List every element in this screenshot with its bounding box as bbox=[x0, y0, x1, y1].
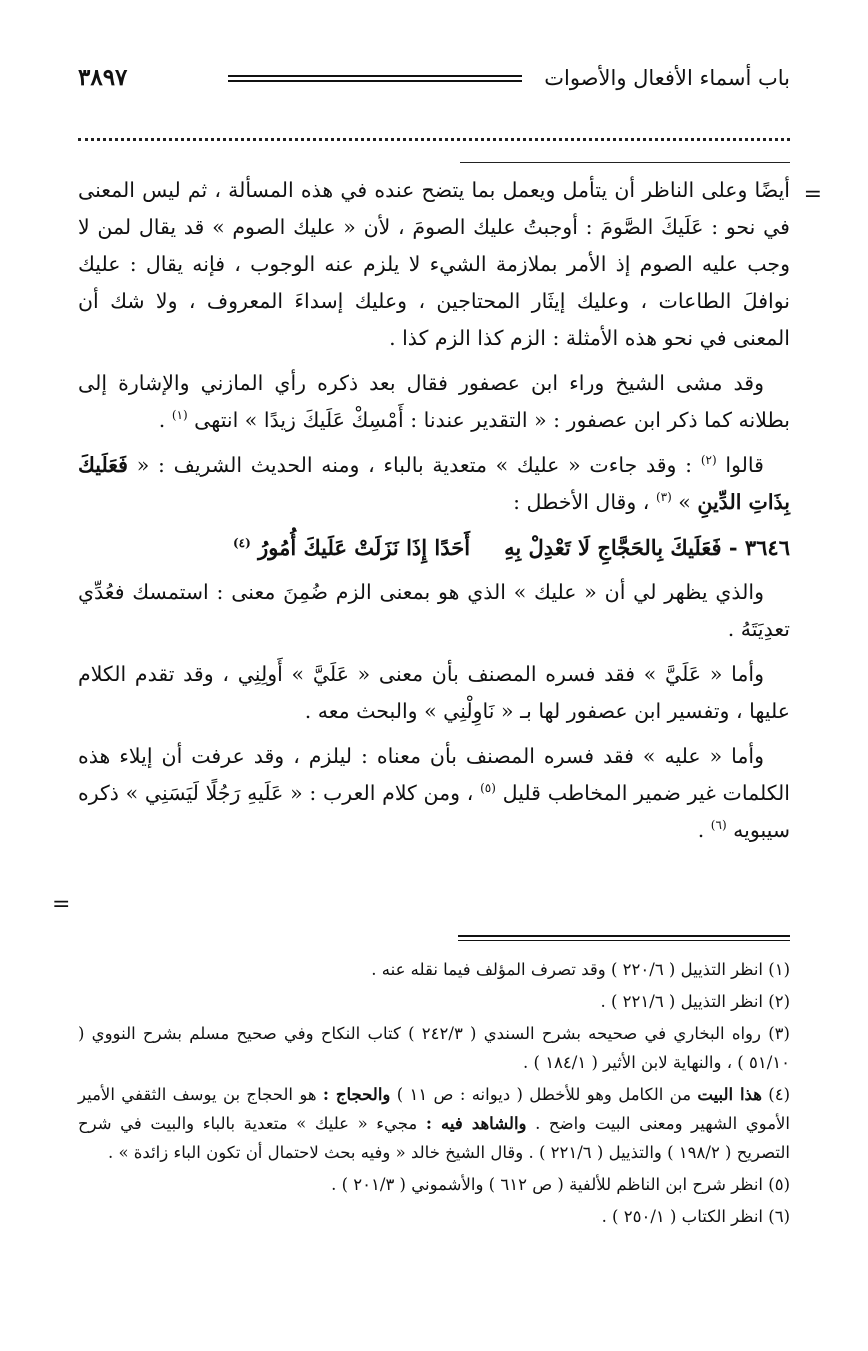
footnote-4-number: (٤) bbox=[768, 1085, 790, 1104]
footnote-ref-4[interactable]: (٤) bbox=[232, 536, 251, 550]
running-header bbox=[78, 58, 790, 98]
footnote-6: (٦) انظر الكتاب ( ٢٥٠/١ ) . bbox=[601, 1207, 790, 1226]
footnote-4-bold-1: هذا البيت bbox=[697, 1085, 762, 1104]
paragraph-4: والذي يظهر لي أن « عليك » الذي هو بمعنى الزم ضُمِنَ معنى : استمسك فعُدِّي تعدِيَتَهُ . bbox=[78, 580, 790, 641]
paragraph-3-close-quote: » bbox=[678, 490, 691, 514]
paragraph-3-tail: ، وقال الأخطل : bbox=[513, 490, 650, 514]
verse-hemistich-1 bbox=[504, 529, 790, 566]
paragraph-6-end: . bbox=[697, 818, 705, 842]
hadith-quote: فَعَلَيكَ بِذَاتِ الدِّينِ bbox=[78, 453, 790, 514]
end-mark: = bbox=[52, 892, 71, 917]
paragraph-6-text-2: ، ومن كلام العرب : « عَلَيهِ رَجُلًا لَيَسَنِي » ذكره سيبويه bbox=[78, 781, 790, 842]
footnote-1: (١) انظر التذييل ( ٢٢٠/٦ ) وقد تصرف المؤلف فيما نقله عنه . bbox=[371, 960, 790, 979]
verse-number: ٣٦٤٦ - bbox=[728, 535, 790, 560]
header-double-rule bbox=[228, 75, 522, 82]
poetry-verse bbox=[78, 529, 790, 566]
footnote-ref-1[interactable]: (١) bbox=[171, 408, 188, 423]
footnote-ref-3[interactable]: (٣) bbox=[655, 490, 672, 505]
page-number: ٣٨٩٧ bbox=[78, 64, 128, 91]
paragraph-3-lead: قالوا bbox=[725, 453, 764, 477]
footnote-4-text-1: من الكامل وهو للأخطل ( ديوانه : ص ١١ ) bbox=[396, 1085, 692, 1104]
footnote-4-bold-2: والحجاج : bbox=[322, 1085, 391, 1104]
verse-first-half: فَعَلَيكَ بِالحَجَّاجِ لَا تَعْدِلْ بِهِ bbox=[504, 535, 722, 560]
footnote-rule bbox=[458, 935, 790, 941]
footnote-ref-5[interactable]: (٥) bbox=[480, 781, 496, 796]
footnote-ref-2[interactable]: (٢) bbox=[700, 453, 717, 468]
footnote-4-bold-3: والشاهد فيه : bbox=[425, 1114, 527, 1133]
paragraph-2-text: وقد مشى الشيخ وراء ابن عصفور فقال بعد ذكره رأي المازني والإشارة إلى بطلانه كما ذكر ابن عصفور : « التقدير عندنا : أَمْسِكْ عَلَيكَ زيدًا » انتهى bbox=[78, 371, 790, 432]
paragraph-6-text: وأما « عليه » فقد فسره المصنف بأن معناه : ليلزم ، وقد عرفت أن إيلاء هذه الكلمات غير ضمير المخاطب قليل bbox=[78, 744, 790, 805]
paragraph-2: وقد مشى الشيخ وراء ابن عصفور فقال بعد ذكره رأي المازني والإشارة إلى بطلانه كما ذكر ابن عصفور : « التقدير عندنا : أَمْسِكْ عَلَيكَ زيدًا » انتهى $^{(١)}$ . bbox=[78, 371, 790, 432]
verse-hemistich-2 bbox=[233, 529, 470, 566]
paragraph-3-text: : وقد جاءت « عليك » متعدية بالباء ، ومنه الحديث الشريف : « bbox=[136, 453, 693, 477]
footnote-3: (٣) رواه البخاري في صحيحه بشرح السندي ( ٢٤٢/٣ ) كتاب النكاح وفي صحيح مسلم بشرح النووي ( ٥١/١٠ ) ، والنهاية لابن الأثير ( ١٨٤/١ ) . bbox=[78, 1024, 790, 1072]
footnote-ref-6[interactable]: (٦) bbox=[710, 818, 727, 833]
footnote-2: (٢) انظر التذييل ( ٢٢١/٦ ) . bbox=[600, 992, 790, 1011]
paragraph-5: وأما « عَلَيَّ » فقد فسره المصنف بأن معنى « عَلَيَّ » أَولِنِي ، وقد تقدم الكلام عليها ، وتفسير ابن عصفور لها بـ « نَاوِلْنِي » والبحث معه . bbox=[78, 662, 790, 723]
paragraph-1: أيضًا وعلى الناظر أن يتأمل ويعمل بما يتضح عنده في هذه المسألة ، ثم ليس المعنى في نحو : عَلَيكَ الصَّومَ : أوجبتُ عليك الصومَ ، لأن « عليك الصوم » قد يقال لمن لا وجب عليه الصوم إذ الأمر بملازمة الشيء لا يلزم عنه الوجوب ، فإنه يقال : عليك نوافلَ الطاعات ، وعليك إيثَار المحتاجين ، وعليك إسداءَ المعروف ، ولا شك أن المعنى في نحو هذه الأمثلة : الزم كذا الزم كذا . bbox=[78, 178, 790, 350]
continuation-mark: = bbox=[803, 182, 822, 207]
verse-second-half: أَحَدًا إِذَا نَزَلَتْ عَلَيكَ أُمُورُ bbox=[258, 535, 471, 560]
chapter-title: باب أسماء الأفعال والأصوات bbox=[544, 66, 790, 90]
footnotes bbox=[78, 955, 790, 1234]
main-text bbox=[78, 172, 790, 857]
paragraph-6 bbox=[78, 738, 790, 849]
footnote-4-text-3: مجيء « عليك » متعدية بالباء والبيت في شرح التصريح ( ١٩٨/٢ ) والتذييل ( ٢٢١/٦ ) . وقال الشيخ خالد « وفيه بحث لاحتمال أن تكون الباء زائدة » . bbox=[78, 1114, 790, 1162]
footnote-5: (٥) انظر شرح ابن الناظم للألفية ( ص ٦١٢ ) والأشموني ( ٢٠١/٣ ) . bbox=[331, 1175, 790, 1194]
short-separator-rule bbox=[460, 162, 790, 163]
dotted-separator bbox=[78, 138, 790, 141]
paragraph-3 bbox=[78, 447, 790, 521]
footnote-4 bbox=[78, 1080, 790, 1167]
footnote-4-text-2: هو الحجاج بن يوسف الثقفي الأمير الأموي الشهير ومعنى البيت واضح . bbox=[78, 1085, 791, 1133]
